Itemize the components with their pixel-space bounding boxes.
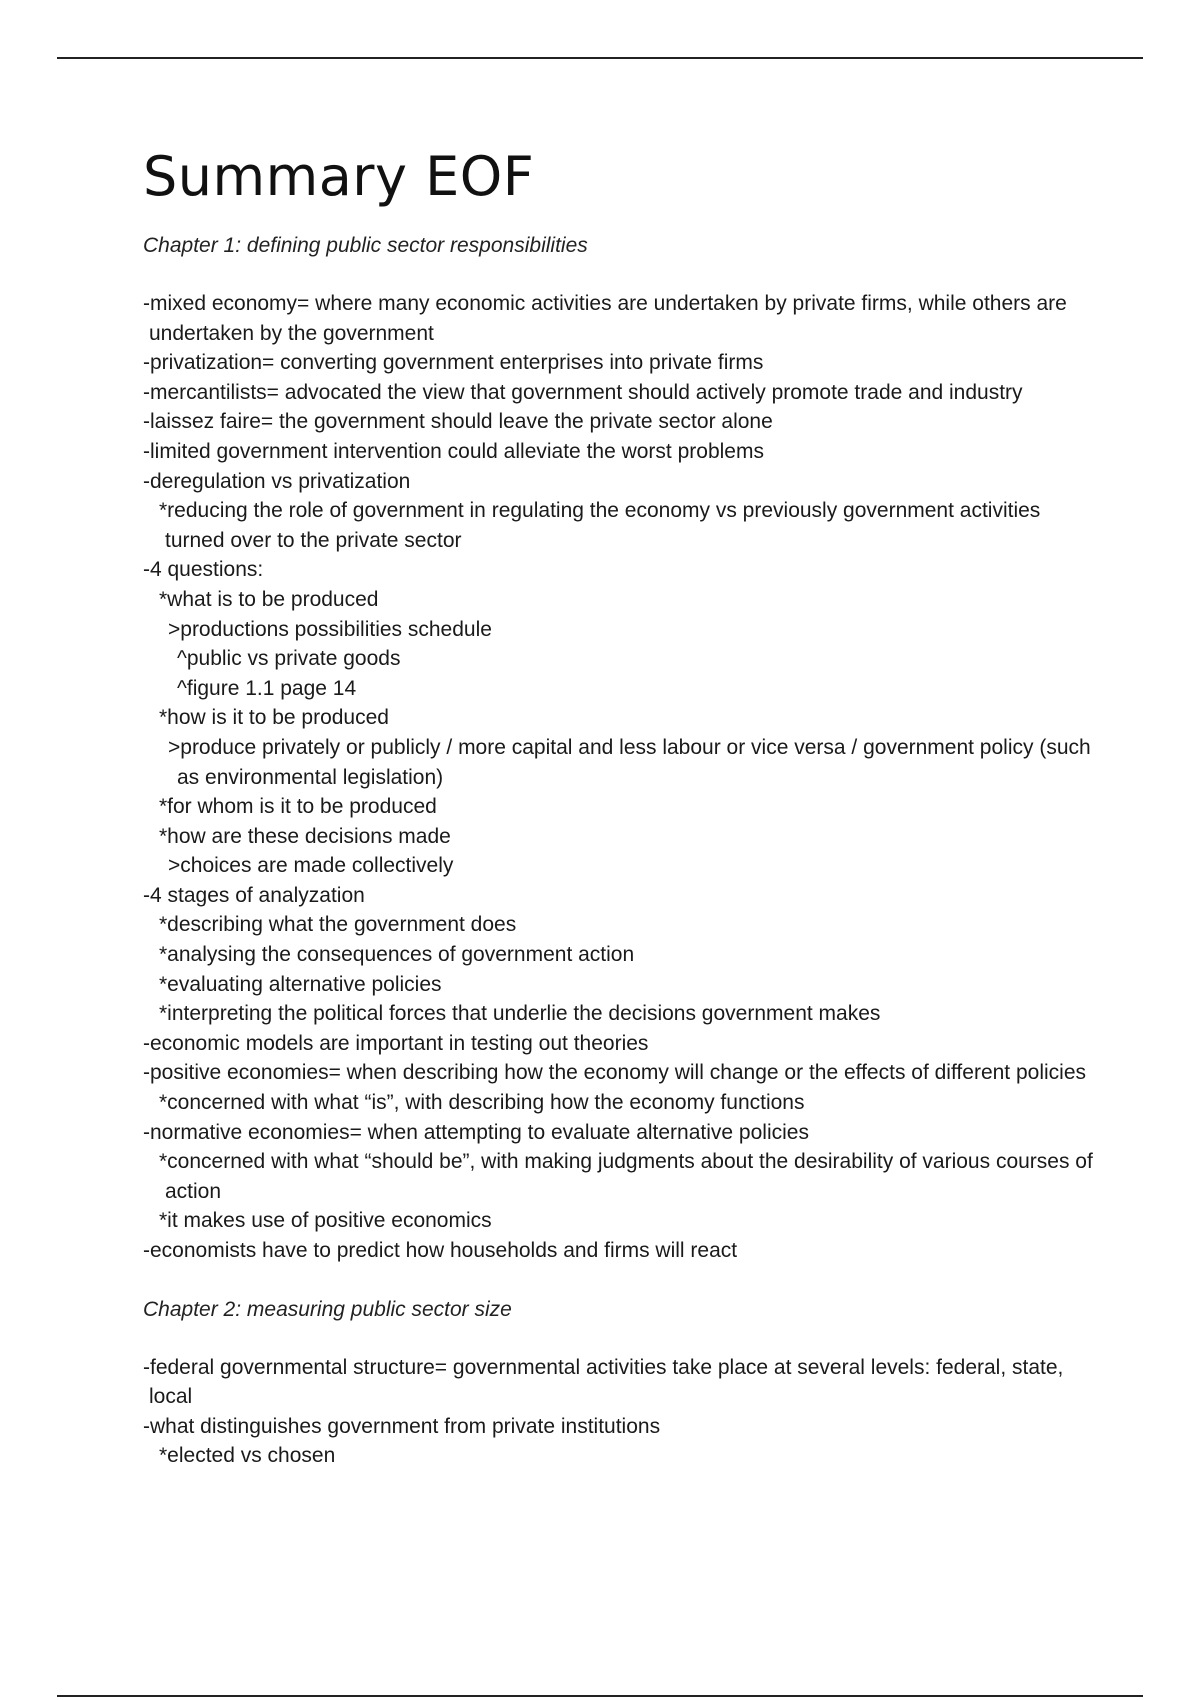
note-line: *concerned with what “should be”, with making judgments about the desirability of various courses of action <box>159 1150 1099 1203</box>
note-line: -what distinguishes government from private institutions <box>143 1414 661 1438</box>
note-line: *what is to be produced <box>159 587 379 611</box>
note-line: *evaluating alternative policies <box>159 972 442 996</box>
chapter-2-heading: Chapter 2: measuring public sector size <box>143 1297 512 1321</box>
note-line: -deregulation vs privatization <box>143 469 411 493</box>
note-line: *describing what the government does <box>159 913 517 937</box>
note-line: -privatization= converting government enterprises into private firms <box>143 351 764 375</box>
note-line: -normative economies= when attempting to evaluate alternative policies <box>143 1120 809 1144</box>
document-page <box>143 142 1103 1471</box>
chapter-2-notes <box>143 1353 1103 1471</box>
note-line: *reducing the role of government in regulating the economy vs previously government activities turned over to the private sector <box>159 499 1047 552</box>
note-line: *analysing the consequences of government action <box>159 943 635 967</box>
note-line: *concerned with what “is”, with describing how the economy functions <box>159 1091 805 1115</box>
note-line: -4 questions: <box>143 558 264 582</box>
note-line: -limited government intervention could alleviate the worst problems <box>143 439 764 463</box>
note-line: -federal governmental structure= governmental activities take place at several levels: federal, state, local <box>143 1355 1070 1409</box>
page-title: Summary EOF <box>143 145 535 208</box>
note-line: *how are these decisions made <box>159 824 451 848</box>
note-line: >choices are made collectively <box>168 854 454 878</box>
note-line: -economic models are important in testing out theories <box>143 1031 649 1055</box>
note-line: *it makes use of positive economics <box>159 1209 492 1233</box>
note-line: ^public vs private goods <box>177 647 401 671</box>
note-line: -4 stages of analyzation <box>143 883 365 907</box>
bottom-divider <box>57 1695 1143 1697</box>
note-line: *interpreting the political forces that underlie the decisions government makes <box>159 1002 881 1026</box>
note-line: -economists have to predict how households and firms will react <box>143 1239 738 1262</box>
note-line: *elected vs chosen <box>159 1444 336 1468</box>
note-line: -laissez faire= the government should leave the private sector alone <box>143 410 773 434</box>
note-line: >produce privately or publicly / more capital and less labour or vice versa / government policy (such as environmental legislation) <box>168 735 1097 789</box>
chapter-1-notes <box>143 289 1103 1266</box>
note-line: -positive economies= when describing how the economy will change or the effects of different policies <box>143 1061 1087 1085</box>
note-line: ^figure 1.1 page 14 <box>177 676 357 700</box>
chapter-1-heading: Chapter 1: defining public sector responsibilities <box>143 234 588 257</box>
note-line: >productions possibilities schedule <box>168 617 492 641</box>
note-line: *how is it to be produced <box>159 706 389 730</box>
top-divider <box>57 57 1143 59</box>
note-line: -mixed economy= where many economic activities are undertaken by private firms, while others are undertaken by the government <box>143 292 1073 345</box>
note-line: -mercantilists= advocated the view that government should actively promote trade and industry <box>143 380 1023 404</box>
note-line: *for whom is it to be produced <box>159 795 437 819</box>
